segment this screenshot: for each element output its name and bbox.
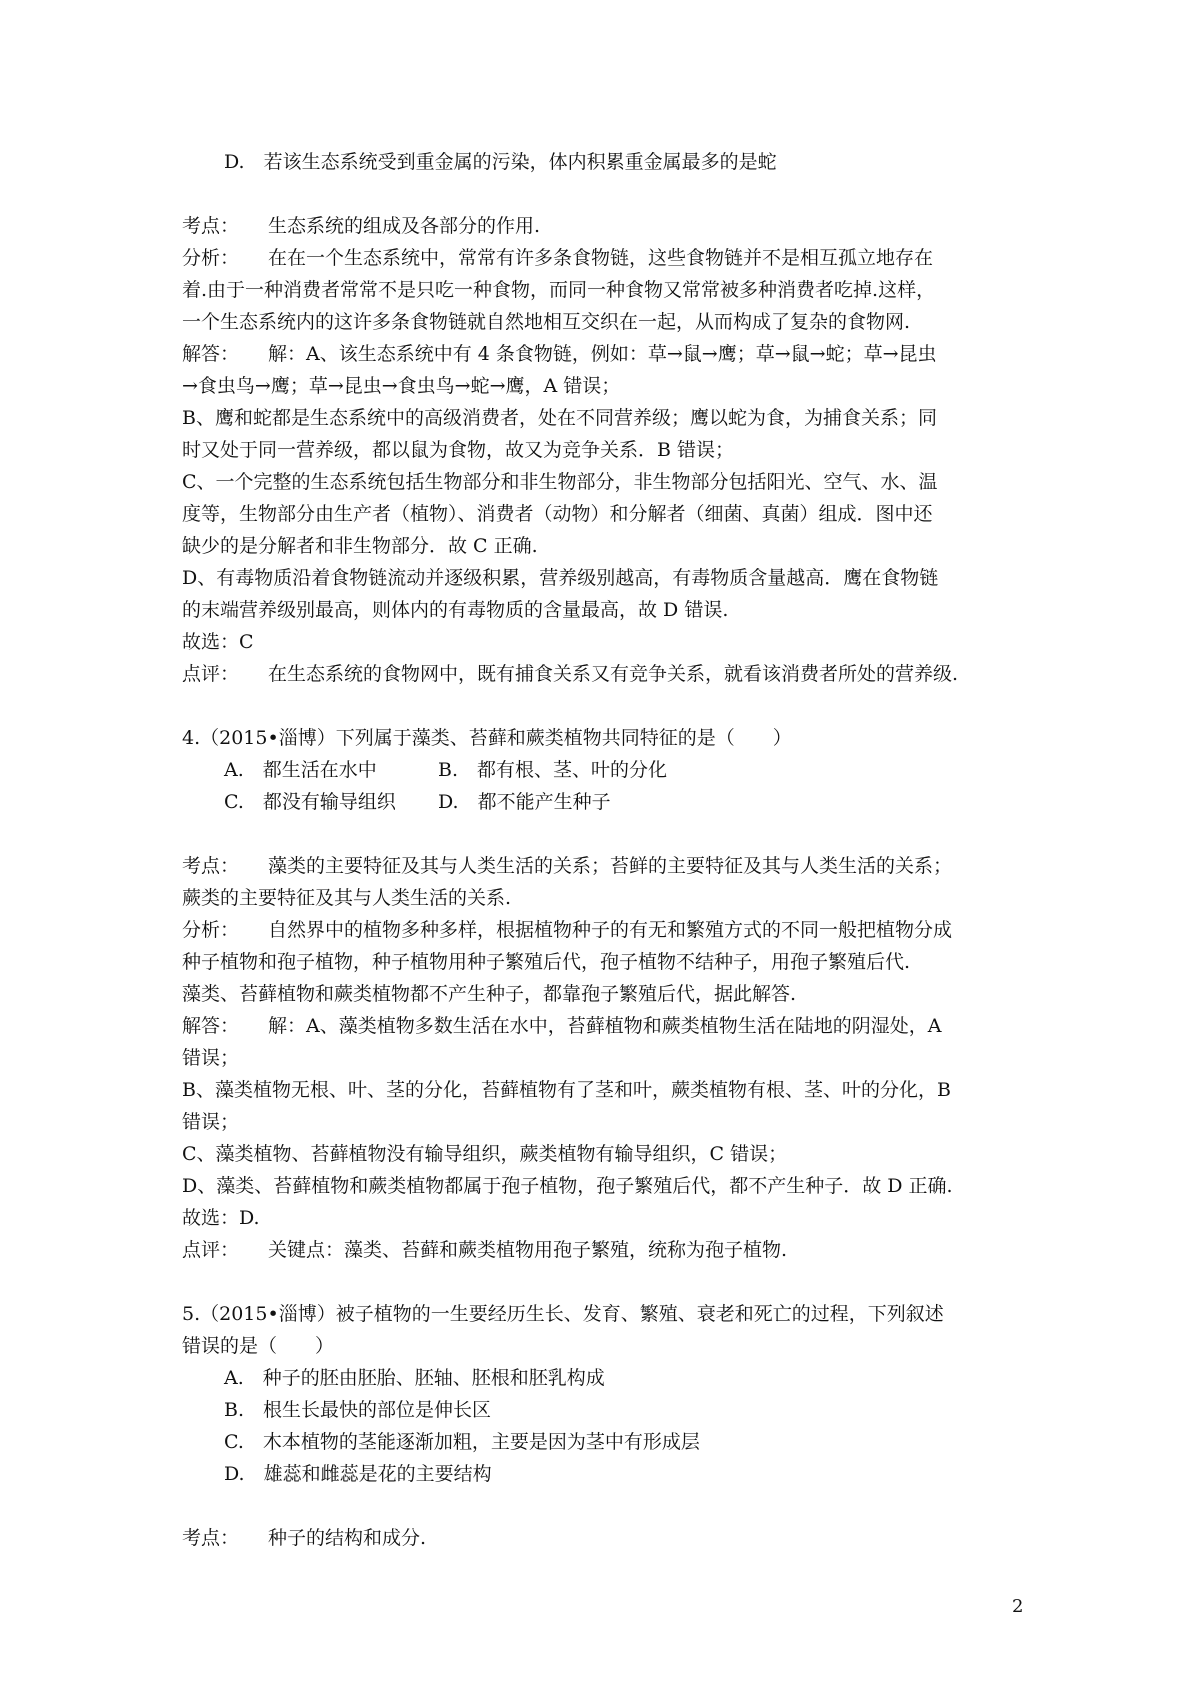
q4-option-b: B. 都有根、茎、叶的分化 (438, 759, 668, 781)
q4-jieda-line: D、藻类、苔藓植物和蕨类植物都属于孢子植物，孢子繁殖后代，都不产生种子．故 D 正确. (182, 1175, 953, 1197)
q5-option-a: A. 种子的胚由胚胎、胚轴、胚根和胚乳构成 (224, 1367, 605, 1389)
q3-dianping-text: 在生态系统的食物网中，既有捕食关系又有竞争关系，就看该消费者所处的营养级. (268, 663, 959, 685)
q4-fenxi-line: 种子植物和孢子植物，种子植物用种子繁殖后代，孢子植物不结种子，用孢子繁殖后代. (182, 951, 911, 973)
q3-jieda-line: C、一个完整的生态系统包括生物部分和非生物部分，非生物部分包括阳光、空气、水、温 (182, 471, 938, 493)
q4-fenxi-line: 自然界中的植物多种多样，根据植物种子的有无和繁殖方式的不同一般把植物分成 (268, 919, 953, 941)
q3-dianping (182, 658, 1032, 690)
q5-title: 5.（2015•淄博）被子植物的一生要经历生长、发育、繁殖、衰老和死亡的过程，下列叙述 (182, 1303, 944, 1325)
q3-jieda-line: D、有毒物质沿着食物链流动并逐级积累，营养级别越高，有毒物质含量越高．鹰在食物链 (182, 567, 939, 589)
q4-jieda-line: B、藻类植物无根、叶、茎的分化，苔藓植物有了茎和叶，蕨类植物有根、茎、叶的分化，B (182, 1079, 951, 1101)
q3-fenxi-line: 一个生态系统内的这许多条食物链就自然地相互交织在一起，从而构成了复杂的食物网. (182, 311, 911, 333)
kaodian-label: 考点： (182, 215, 240, 237)
q4-kaodian-line: 蕨类的主要特征及其与人类生活的关系. (182, 887, 512, 909)
q3-jieda-line: 的末端营养级别最高，则体内的有毒物质的含量最高，故 D 错误. (182, 599, 729, 621)
q3-fenxi (182, 242, 1032, 274)
q4-kaodian (182, 850, 1032, 882)
q5-kaodian (182, 1522, 1032, 1554)
q4-jieda-line: 解：A、藻类植物多数生活在水中，苔藓植物和蕨类植物生活在陆地的阴湿处，A (268, 1015, 942, 1037)
q3-jieda-line: 缺少的是分解者和非生物部分．故 C 正确. (182, 535, 538, 557)
q4-fenxi-line: 藻类、苔藓植物和蕨类植物都不产生种子，都靠孢子繁殖后代，据此解答. (182, 983, 797, 1005)
q4-option-a: A. 都生活在水中 (224, 759, 377, 781)
q3-jieda-line: →食虫鸟→鹰；草→昆虫→食虫鸟→蛇→鹰，A 错误； (182, 375, 621, 397)
q3-answer: 故选：C (182, 631, 254, 653)
dianping-label: 点评： (182, 1239, 240, 1261)
q5-kaodian-text: 种子的结构和成分. (268, 1527, 427, 1549)
q4-dianping-text: 关键点：藻类、苔藓和蕨类植物用孢子繁殖，统称为孢子植物. (268, 1239, 788, 1261)
q3-jieda-line: 时又处于同一营养级，都以鼠为食物，故又为竞争关系．B 错误； (182, 439, 735, 461)
q3-kaodian-text: 生态系统的组成及各部分的作用. (268, 215, 541, 237)
q4-options-row (182, 754, 1032, 786)
jieda-label: 解答： (182, 1015, 240, 1037)
q4-jieda (182, 1010, 1032, 1042)
q4-jieda-line: C、藻类植物、苔藓植物没有输导组织，蕨类植物有输导组织，C 错误； (182, 1143, 788, 1165)
q4-jieda-line: 错误； (182, 1047, 240, 1069)
q3-option-d: D. 若该生态系统受到重金属的污染，体内积累重金属最多的是蛇 (224, 151, 777, 173)
q4-option-d: D. 都不能产生种子 (438, 791, 611, 813)
q4-title: 4.（2015•淄博）下列属于藻类、苔藓和蕨类植物共同特征的是（ ） (182, 727, 792, 749)
q4-answer: 故选：D. (182, 1207, 260, 1229)
q4-dianping (182, 1234, 1032, 1266)
q4-fenxi (182, 914, 1032, 946)
q3-jieda-line: B、鹰和蛇都是生态系统中的高级消费者，处在不同营养级；鹰以蛇为食，为捕食关系；同 (182, 407, 937, 429)
q4-option-c: C. 都没有输导组织 (224, 791, 396, 813)
q3-fenxi-line: 着.由于一种消费者常常不是只吃一种食物，而同一种食物又常常被多种消费者吃掉.这样， (182, 279, 936, 301)
kaodian-label: 考点： (182, 855, 240, 877)
page-number: 2 (1012, 1596, 1024, 1617)
q5-option-d: D. 雄蕊和雌蕊是花的主要结构 (224, 1463, 492, 1485)
q4-options-row (182, 786, 1032, 818)
q5-title: 错误的是（ ） (182, 1335, 335, 1357)
fenxi-label: 分析： (182, 919, 240, 941)
kaodian-label: 考点： (182, 1527, 240, 1549)
q3-fenxi-line: 在在一个生态系统中，常常有许多条食物链，这些食物链并不是相互孤立地存在 (268, 247, 934, 269)
q3-jieda (182, 338, 1032, 370)
q3-kaodian (182, 210, 1032, 242)
fenxi-label: 分析： (182, 247, 240, 269)
q5-option-c: C. 木本植物的茎能逐渐加粗，主要是因为茎中有形成层 (224, 1431, 700, 1453)
q4-kaodian-line: 藻类的主要特征及其与人类生活的关系；苔鲜的主要特征及其与人类生活的关系； (268, 855, 953, 877)
dianping-label: 点评： (182, 663, 240, 685)
q3-jieda-line: 度等，生物部分由生产者（植物）、消费者（动物）和分解者（细菌、真菌）组成．图中还 (182, 503, 933, 525)
q3-jieda-line: 解：A、该生态系统中有 4 条食物链，例如：草→鼠→鹰；草→鼠→蛇；草→昆虫 (268, 343, 937, 365)
q4-jieda-line: 错误； (182, 1111, 240, 1133)
page-content (182, 146, 1032, 1554)
jieda-label: 解答： (182, 343, 240, 365)
q5-option-b: B. 根生长最快的部位是伸长区 (224, 1399, 492, 1421)
